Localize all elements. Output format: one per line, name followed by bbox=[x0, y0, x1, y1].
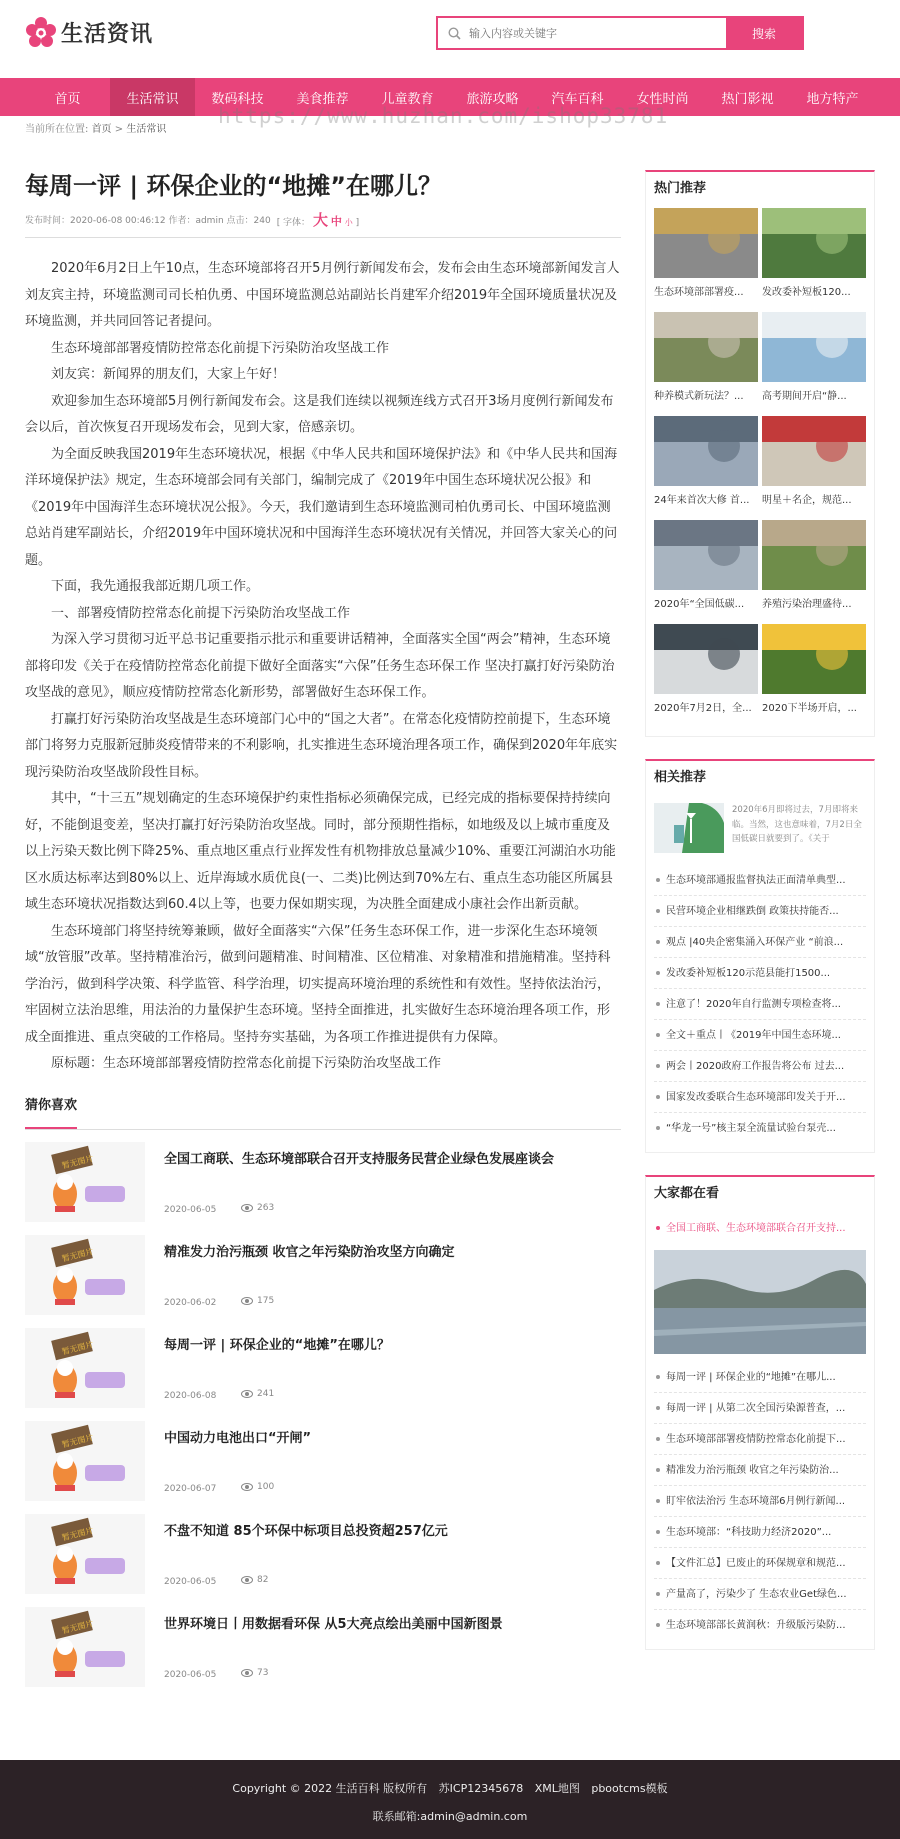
thumb-label: 暂无图片 bbox=[61, 1339, 95, 1356]
breadcrumb-sep: > bbox=[114, 124, 124, 135]
related-item[interactable]: 国家发改委联合生态环境部印发关于开... bbox=[654, 1082, 866, 1113]
eye-icon bbox=[241, 1204, 253, 1212]
eye-icon bbox=[241, 1576, 253, 1584]
guess-thumbnail[interactable] bbox=[25, 1142, 145, 1222]
nav-item-life-tips[interactable]: 生活常识 bbox=[110, 78, 195, 116]
watching-item[interactable]: 生态环境部部署疫情防控常态化前提下... bbox=[654, 1424, 866, 1455]
breadcrumb-current[interactable]: 生活常识 bbox=[126, 124, 167, 135]
eye-icon bbox=[241, 1390, 253, 1398]
article-column bbox=[25, 154, 621, 1700]
watching-list bbox=[654, 1362, 866, 1641]
watermark: https://www.huzhan.com/ishop33781 bbox=[218, 104, 669, 128]
hot-caption[interactable]: 发改委补短板120... bbox=[762, 287, 851, 298]
related-list bbox=[654, 865, 866, 1144]
hot-caption[interactable]: 种养模式新玩法？... bbox=[654, 391, 744, 402]
watching-item[interactable]: 生态环境部部长黄润秋：升级版污染防... bbox=[654, 1610, 866, 1641]
hot-thumbnail[interactable] bbox=[762, 624, 866, 694]
guess-item[interactable] bbox=[25, 1514, 621, 1594]
guess-date: 2020-06-05 bbox=[164, 1576, 217, 1587]
hot-caption[interactable]: 2020年7月2日，全... bbox=[654, 703, 752, 714]
search-bar bbox=[436, 16, 804, 50]
guess-views bbox=[241, 1296, 274, 1306]
related-item[interactable]: 观点 |40央企密集涌入环保产业 “前浪... bbox=[654, 927, 866, 958]
article-paragraph: 其中，“十三五”规划确定的生态环境保护约束性指标必须确保完成，已经完成的指标要保持持续向好，不能倒退变差，坚决打赢打好污染防治攻坚战。同时，部分预期性指标，如地级及以上城市重度及以上污染天数比例下降25%、重点地区重点行业挥发性有机物排放总量减少10%、重要江河湖泊水功能区水质达标率达到80%以上、近岸海域水质优良(一、二类)比例达到70%左右、重点生态功能区所属县域生态环境状况指数达到60.4以上等，也要力保如期实现，为决胜全面建成小康社会作出新贡献。 bbox=[25, 791, 616, 912]
guess-date: 2020-06-07 bbox=[164, 1483, 217, 1494]
guess-thumbnail[interactable] bbox=[25, 1235, 145, 1315]
related-item[interactable]: 发改委补短板120示范县能打1500... bbox=[654, 958, 866, 989]
footer bbox=[0, 1760, 900, 1839]
guess-date: 2020-06-02 bbox=[164, 1297, 217, 1308]
article-paragraph: 2020年6月2日上午10点，生态环境部将召开5月例行新闻发布会，发布会由生态环境部新闻发言人刘友宾主持，环境监测司司长柏仇勇、中国环境监测总站副站长肖建军介绍2019年全国环境质量状况及环境监测，并共同回答记者提问。 bbox=[25, 261, 620, 329]
eye-icon bbox=[241, 1483, 253, 1491]
hot-item[interactable] bbox=[762, 624, 866, 720]
guess-views-count: 263 bbox=[257, 1202, 275, 1213]
article-paragraph: 一、部署疫情防控常态化前提下污染防治攻坚战工作 bbox=[51, 605, 351, 621]
hot-caption[interactable]: 养殖污染治理盛待... bbox=[762, 599, 852, 610]
article-meta-text: 发布时间：2020-06-08 00:46:12 作者：admin 点击：240 bbox=[25, 216, 271, 226]
guess-title[interactable]: 每周一评 | 环保企业的“地摊”在哪儿？ bbox=[164, 1337, 390, 1353]
nav-item-movies[interactable]: 热门影视 bbox=[721, 91, 774, 107]
search-button[interactable]: 搜索 bbox=[726, 18, 802, 48]
nav-item-food[interactable]: 美食推荐 bbox=[296, 91, 349, 107]
font-label: [ 字体： bbox=[276, 218, 311, 228]
article-paragraph: 为深入学习贯彻习近平总书记重要指示批示和重要讲话精神，全面落实全国“两会”精神，生态环境部将印发《关于在疫情防控常态化前提下做好全面落实“六保”任务生态环保工作 坚决打赢打好污染防治攻坚战的意见》，顺应疫情防控常态化新形势，部署做好生态环保工作。 bbox=[25, 632, 615, 700]
font-label-end: ] bbox=[355, 218, 360, 228]
guess-title[interactable]: 世界环境日丨用数据看环保 从5大亮点绘出美丽中国新图景 bbox=[164, 1616, 503, 1632]
article-body bbox=[25, 256, 621, 1078]
hot-item[interactable] bbox=[654, 208, 758, 304]
hot-thumbnail[interactable] bbox=[654, 312, 758, 382]
breadcrumb-prefix: 当前所在位置: bbox=[25, 124, 89, 135]
guess-title[interactable]: 中国动力电池出口“开闸” bbox=[164, 1430, 312, 1446]
article-paragraph: 欢迎参加生态环境部5月例行新闻发布会。这是我们连续以视频连线方式召开3场月度例行新闻发布会以后，首次恢复召开现场发布会，见到大家，倍感亲切。 bbox=[25, 393, 614, 435]
related-top-text: 2020年6月即将过去，7月即将来临。当然，这也意味着，7月2日全国低碳日就要到了。《关于 bbox=[732, 805, 862, 844]
related-thumbnail[interactable] bbox=[654, 803, 724, 853]
related-top[interactable] bbox=[654, 803, 866, 863]
guess-views-count: 175 bbox=[257, 1295, 275, 1306]
thumb-label: 暂无图片 bbox=[61, 1618, 95, 1635]
font-size-switch bbox=[277, 209, 359, 230]
watching-box bbox=[645, 1175, 875, 1650]
hot-item[interactable] bbox=[654, 520, 758, 616]
guess-heading-text: 猜你喜欢 bbox=[25, 1094, 77, 1129]
guess-views-count: 100 bbox=[257, 1481, 275, 1492]
watching-lake-image[interactable] bbox=[654, 1250, 866, 1354]
related-item[interactable]: 注意了！2020年自行监测专项检查将... bbox=[654, 989, 866, 1020]
breadcrumb bbox=[25, 120, 875, 140]
watching-item[interactable]: 精准发力治污瓶颈 收官之年污染防治... bbox=[654, 1455, 866, 1486]
watching-highlight-list bbox=[654, 1213, 866, 1244]
guess-views bbox=[241, 1389, 274, 1399]
footer-xml-link[interactable]: XML地图 bbox=[534, 1782, 580, 1795]
hot-caption[interactable]: 生态环境部部署疫... bbox=[654, 287, 744, 298]
guess-item[interactable] bbox=[25, 1421, 621, 1501]
hot-item[interactable] bbox=[762, 416, 866, 512]
nav-item-digital-tech[interactable]: 数码科技 bbox=[211, 91, 264, 107]
related-item[interactable]: 生态环境部通报监督执法正面清单典型... bbox=[654, 865, 866, 896]
nav-item-travel[interactable]: 旅游攻略 bbox=[466, 91, 519, 107]
watching-item[interactable]: 产量高了，污染少了 生态农业Get绿色... bbox=[654, 1579, 866, 1610]
guess-views-count: 241 bbox=[257, 1388, 275, 1399]
hot-thumbnail[interactable] bbox=[762, 312, 866, 382]
related-item[interactable]: “华龙一号”核主泵全流量试验台泵壳... bbox=[654, 1113, 866, 1144]
hot-heading: 热门推荐 bbox=[654, 181, 707, 196]
footer-contact: 联系邮箱:admin@admin.com bbox=[372, 1810, 528, 1823]
article-paragraph: 原标题：生态环境部部署疫情防控常态化前提下污染防治攻坚战工作 bbox=[51, 1056, 442, 1071]
nav-item-cars[interactable]: 汽车百科 bbox=[551, 91, 604, 107]
hot-item[interactable] bbox=[762, 208, 866, 304]
logo[interactable] bbox=[25, 16, 153, 48]
hot-caption[interactable]: 2020年“全国低碳... bbox=[654, 599, 745, 610]
hot-box bbox=[645, 170, 875, 737]
eye-icon bbox=[241, 1297, 253, 1305]
guess-views bbox=[241, 1482, 274, 1492]
header bbox=[25, 0, 875, 78]
guess-date: 2020-06-05 bbox=[164, 1669, 217, 1680]
breadcrumb-home[interactable]: 首页 bbox=[91, 124, 112, 135]
guess-views bbox=[241, 1575, 268, 1585]
nav-item-specialties[interactable]: 地方特产 bbox=[806, 91, 859, 107]
hot-item[interactable] bbox=[654, 312, 758, 408]
hot-grid bbox=[654, 208, 866, 728]
guess-item[interactable] bbox=[25, 1328, 621, 1408]
guess-date: 2020-06-08 bbox=[164, 1390, 217, 1401]
no-image-placeholder-icon bbox=[25, 1328, 145, 1408]
watching-item[interactable]: 【文件汇总】已废止的环保规章和规范... bbox=[654, 1548, 866, 1579]
guess-thumbnail[interactable] bbox=[25, 1514, 145, 1594]
hot-thumbnail[interactable] bbox=[762, 520, 866, 590]
watching-item[interactable]: 盯牢依法治污 生态环境部6月例行新闻... bbox=[654, 1486, 866, 1517]
hot-caption[interactable]: 24年来首次大修 首... bbox=[654, 495, 750, 506]
hot-item[interactable] bbox=[762, 520, 866, 616]
no-image-placeholder-icon bbox=[25, 1235, 145, 1315]
guess-list bbox=[25, 1142, 621, 1687]
thumb-label: 暂无图片 bbox=[61, 1153, 95, 1170]
nav-item-fashion[interactable]: 女性时尚 bbox=[636, 91, 689, 107]
nav-item-home[interactable]: 首页 bbox=[54, 91, 81, 107]
hot-caption[interactable]: 明星＋名企，规范... bbox=[762, 495, 852, 506]
article-meta bbox=[25, 212, 621, 238]
hot-caption[interactable]: 2020下半场开启，... bbox=[762, 703, 857, 714]
guess-thumbnail[interactable] bbox=[25, 1421, 145, 1501]
no-image-placeholder-icon bbox=[25, 1514, 145, 1594]
article-paragraph: 打赢打好污染防治攻坚战是生态环境部门心中的“国之大者”。在常态化疫情防控前提下，生态环境部门将努力克服新冠肺炎疫情带来的不利影响，扎实推进生态环境治理各项工作，确保到2020年年底实现污染防治攻坚战阶段性目标。 bbox=[25, 711, 618, 780]
hot-thumbnail[interactable] bbox=[654, 624, 758, 694]
hot-item[interactable] bbox=[654, 416, 758, 512]
guess-item[interactable] bbox=[25, 1235, 621, 1315]
hot-thumbnail[interactable] bbox=[762, 416, 866, 486]
hot-thumbnail[interactable] bbox=[654, 520, 758, 590]
search-input[interactable] bbox=[469, 18, 726, 48]
hot-thumbnail[interactable] bbox=[654, 416, 758, 486]
footer-line-1 bbox=[0, 1780, 900, 1798]
hot-thumbnail[interactable] bbox=[762, 208, 866, 278]
guess-title[interactable]: 精准发力治污瓶颈 收官之年污染防治攻坚方向确定 bbox=[164, 1244, 455, 1260]
related-item[interactable]: 两会丨2020政府工作报告将公布 过去... bbox=[654, 1051, 866, 1082]
logo-text: 生活资讯 bbox=[61, 21, 154, 47]
article-paragraph: 刘友宾：新闻界的朋友们，大家上午好！ bbox=[51, 367, 286, 382]
nav-item-education[interactable]: 儿童教育 bbox=[381, 91, 434, 107]
main-nav bbox=[0, 78, 900, 116]
guess-date: 2020-06-05 bbox=[164, 1204, 217, 1215]
sidebar bbox=[645, 154, 875, 1672]
watching-item[interactable]: 每周一评 | 环保企业的“地摊”在哪儿... bbox=[654, 1362, 866, 1393]
thumb-label: 暂无图片 bbox=[61, 1432, 95, 1449]
watching-item[interactable]: 每周一评 | 从第二次全国污染源普查，... bbox=[654, 1393, 866, 1424]
guess-views-count: 82 bbox=[257, 1574, 269, 1585]
guess-views bbox=[241, 1203, 274, 1213]
no-image-placeholder-icon bbox=[25, 1607, 145, 1687]
hot-thumbnail[interactable] bbox=[654, 208, 758, 278]
article-title: 每周一评 | 环保企业的“地摊”在哪儿？ bbox=[25, 172, 443, 200]
watching-highlight[interactable]: 全国工商联、生态环境部联合召开支持... bbox=[654, 1213, 866, 1244]
hot-item[interactable] bbox=[762, 312, 866, 408]
guess-title[interactable]: 全国工商联、生态环境部联合召开支持服务民营企业绿色发展座谈会 bbox=[164, 1151, 555, 1167]
guess-thumbnail[interactable] bbox=[25, 1607, 145, 1687]
font-big-link[interactable]: 大 bbox=[312, 211, 328, 229]
watching-heading: 大家都在看 bbox=[654, 1186, 720, 1201]
hot-caption[interactable]: 高考期间开启“静... bbox=[762, 391, 847, 402]
hot-item[interactable] bbox=[654, 624, 758, 720]
footer-icp[interactable]: 苏ICP12345678 bbox=[438, 1782, 524, 1795]
search-icon bbox=[448, 27, 461, 40]
article-paragraph: 生态环境部部署疫情防控常态化前提下污染防治攻坚战工作 bbox=[51, 340, 390, 356]
guess-views-count: 73 bbox=[257, 1667, 269, 1678]
related-item[interactable]: 全文＋重点丨《2019年中国生态环境... bbox=[654, 1020, 866, 1051]
logo-flower-icon bbox=[25, 16, 57, 48]
footer-template-link[interactable]: pbootcms模板 bbox=[591, 1782, 668, 1795]
font-mid-link[interactable]: 中 bbox=[330, 215, 342, 228]
guess-views bbox=[241, 1668, 268, 1678]
no-image-placeholder-icon bbox=[25, 1142, 145, 1222]
guess-thumbnail[interactable] bbox=[25, 1328, 145, 1408]
search-box bbox=[438, 18, 726, 48]
article-paragraph: 下面，我先通报我部近期几项工作。 bbox=[51, 579, 260, 594]
footer-copyright: Copyright © 2022 生活百科 版权所有 bbox=[232, 1782, 428, 1795]
related-box bbox=[645, 759, 875, 1153]
guess-item[interactable] bbox=[25, 1607, 621, 1687]
guess-item[interactable] bbox=[25, 1142, 621, 1222]
guess-title[interactable]: 不盘不知道 85个环保中标项目总投资超257亿元 bbox=[164, 1523, 448, 1539]
related-heading: 相关推荐 bbox=[654, 770, 707, 785]
eye-icon bbox=[241, 1669, 253, 1677]
article-paragraph: 为全面反映我国2019年生态环境状况，根据《中华人民共和国环境保护法》和《中华人民共和国海洋环境保护法》规定，生态环境部会同有关部门，编制完成了《2019年中国生态环境状况公报》和《2019年中国海洋生态环境状况公报》。今天，我们邀请到生态环境监测司柏仇勇司长、中国环境监测总站肖建军副站长，介绍2019年中国环境状况和中国海洋生态环境状况有关情况，并回答大家关心的问题。 bbox=[25, 446, 618, 568]
guess-heading bbox=[25, 1086, 621, 1130]
no-image-placeholder-icon bbox=[25, 1421, 145, 1501]
related-item[interactable]: 民营环境企业相继跌倒 政策扶持能否... bbox=[654, 896, 866, 927]
font-small-link[interactable]: 小 bbox=[344, 218, 353, 227]
thumb-label: 暂无图片 bbox=[61, 1246, 95, 1263]
thumb-label: 暂无图片 bbox=[61, 1525, 95, 1542]
article-paragraph: 生态环境部门将坚持统筹兼顾，做好全面落实“六保”任务生态环保工作，进一步深化生态环境领域“放管服”改革。坚持精准治污，做到问题精准、时间精准、区位精准、对象精准和措施精准。坚持科学治污，做到科学决策、科学监管、科学治理，切实提高环境治理的系统性和有效性。坚持依法治污，牢固树立法治思维，用法治的力量保护生态环境。坚持全面推进，扎实做好生态环境治理各项工作，形成全面推进、重点突破的工作格局。坚持夯实基础，为各项工作推进提供有力保障。 bbox=[25, 923, 611, 1045]
watching-item[interactable]: 生态环境部：“科技助力经济2020”... bbox=[654, 1517, 866, 1548]
